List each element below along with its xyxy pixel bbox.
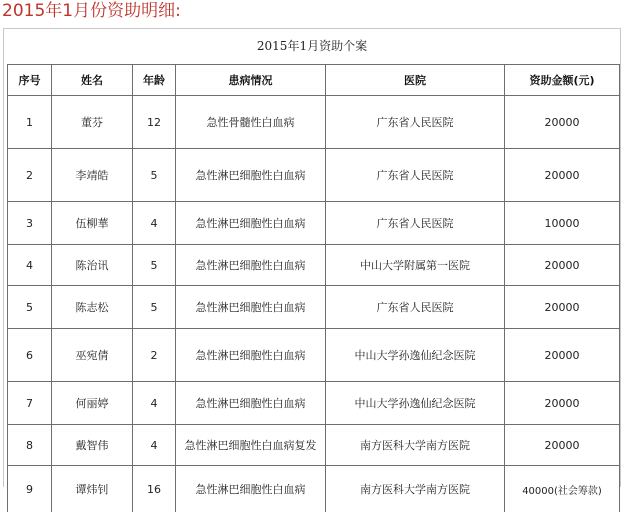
table-row (8, 329, 620, 382)
column-header-age: 年龄 (133, 65, 176, 96)
column-header-amount: 资助金额(元) (505, 65, 620, 96)
table-row (8, 466, 620, 512)
page-heading: 2015年1月份资助明细: (2, 0, 181, 22)
cell-illness: 急性淋巴细胞性白血病 (176, 149, 326, 202)
table-row (8, 245, 620, 286)
cell-no: 3 (8, 202, 52, 245)
column-header-hospital: 医院 (326, 65, 505, 96)
table-row (8, 382, 620, 425)
cell-amount: 20000 (505, 286, 620, 329)
cell-hospital: 广东省人民医院 (326, 286, 505, 329)
cell-no: 1 (8, 96, 52, 149)
cell-name: 李靖皓 (52, 149, 133, 202)
cell-amount: 20000 (505, 245, 620, 286)
column-header-illness: 患病情况 (176, 65, 326, 96)
cell-no: 8 (8, 425, 52, 466)
cell-hospital: 广东省人民医院 (326, 202, 505, 245)
cell-age: 5 (133, 286, 176, 329)
table-row (8, 149, 620, 202)
cell-name: 巫宛倩 (52, 329, 133, 382)
cell-no: 7 (8, 382, 52, 425)
cell-age: 2 (133, 329, 176, 382)
cell-name: 陈治讯 (52, 245, 133, 286)
funding-table (7, 64, 620, 512)
column-header-no: 序号 (8, 65, 52, 96)
table-row (8, 425, 620, 466)
cell-illness: 急性淋巴细胞性白血病复发 (176, 425, 326, 466)
cell-illness: 急性淋巴细胞性白血病 (176, 466, 326, 512)
cell-hospital: 南方医科大学南方医院 (326, 466, 505, 512)
cell-age: 16 (133, 466, 176, 512)
cell-no: 6 (8, 329, 52, 382)
cell-name: 董芬 (52, 96, 133, 149)
cell-hospital: 中山大学附属第一医院 (326, 245, 505, 286)
cell-age: 5 (133, 245, 176, 286)
cell-amount: 20000 (505, 425, 620, 466)
cell-name: 陈志松 (52, 286, 133, 329)
cell-age: 4 (133, 382, 176, 425)
table-header-row (8, 65, 620, 96)
cell-hospital: 广东省人民医院 (326, 96, 505, 149)
cell-amount: 40000(社会筹款) (505, 466, 620, 512)
cell-no: 9 (8, 466, 52, 512)
cell-age: 4 (133, 425, 176, 466)
cell-name: 伍柳華 (52, 202, 133, 245)
cell-name: 何丽婷 (52, 382, 133, 425)
table-row (8, 96, 620, 149)
cell-illness: 急性淋巴细胞性白血病 (176, 286, 326, 329)
column-header-name: 姓名 (52, 65, 133, 96)
cell-illness: 急性淋巴细胞性白血病 (176, 202, 326, 245)
cell-name: 戴智伟 (52, 425, 133, 466)
cell-no: 4 (8, 245, 52, 286)
cell-illness: 急性骨髓性白血病 (176, 96, 326, 149)
cell-hospital: 南方医科大学南方医院 (326, 425, 505, 466)
cell-amount: 20000 (505, 96, 620, 149)
cell-illness: 急性淋巴细胞性白血病 (176, 245, 326, 286)
cell-hospital: 中山大学孙逸仙纪念医院 (326, 382, 505, 425)
cell-amount: 10000 (505, 202, 620, 245)
cell-amount: 20000 (505, 382, 620, 425)
cell-age: 4 (133, 202, 176, 245)
cell-illness: 急性淋巴细胞性白血病 (176, 329, 326, 382)
cell-no: 2 (8, 149, 52, 202)
cell-hospital: 中山大学孙逸仙纪念医院 (326, 329, 505, 382)
table-row (8, 286, 620, 329)
cell-age: 12 (133, 96, 176, 149)
table-row (8, 202, 620, 245)
cell-name: 谭炜钊 (52, 466, 133, 512)
cell-age: 5 (133, 149, 176, 202)
cell-illness: 急性淋巴细胞性白血病 (176, 382, 326, 425)
cell-hospital: 广东省人民医院 (326, 149, 505, 202)
table-caption: 2015年1月资助个案 (4, 29, 620, 64)
funding-sheet (3, 28, 621, 487)
cell-amount: 20000 (505, 149, 620, 202)
cell-amount: 20000 (505, 329, 620, 382)
cell-no: 5 (8, 286, 52, 329)
